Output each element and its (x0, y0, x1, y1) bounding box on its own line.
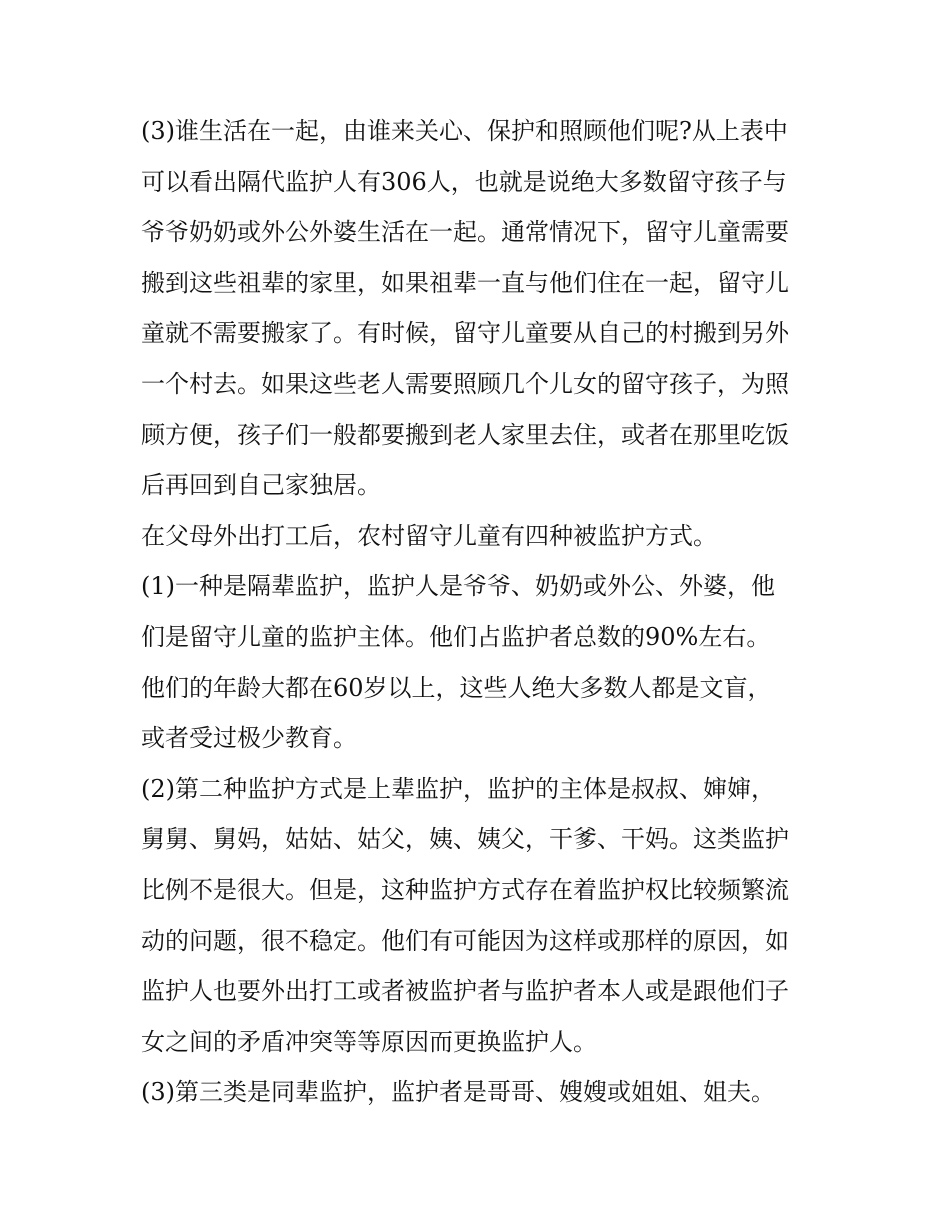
text-line: 舅舅、舅妈，姑姑、姑父，姨、姨父，干爹、干妈。这类监护 (141, 825, 789, 854)
text-line: 他们的年龄大都在60岁以上，这些人绝大多数人都是文盲， (141, 673, 772, 702)
text-line: 后再回到自己家独居。 (141, 471, 381, 500)
text-line: 一个村去。如果这些老人需要照顾几个儿女的留守孩子，为照 (141, 369, 789, 398)
text-line: (3)第三类是同辈监护，监护者是哥哥、嫂嫂或姐姐、姐夫。 (141, 1078, 775, 1107)
text-line: 爷爷奶奶或外公外婆生活在一起。通常情况下，留守儿童需要 (141, 218, 789, 247)
text-line: 们是留守儿童的监护主体。他们占监护者总数的90%左右。 (141, 622, 771, 651)
text-line: 女之间的矛盾冲突等等原因而更换监护人。 (141, 1027, 597, 1056)
text-line: 在父母外出打工后，农村留守儿童有四种被监护方式。 (141, 521, 717, 550)
text-line: 或者受过极少教育。 (141, 724, 357, 753)
text-line: 可以看出隔代监护人有306人，也就是说绝大多数留守孩子与 (141, 167, 787, 196)
text-line: 搬到这些祖辈的家里，如果祖辈一直与他们住在一起，留守儿 (141, 268, 789, 297)
text-line: 监护人也要外出打工或者被监护者与监护者本人或是跟他们子 (141, 977, 789, 1006)
text-line: 动的问题，很不稳定。他们有可能因为这样或那样的原因，如 (141, 926, 789, 955)
text-line: 比例不是很大。但是，这种监护方式存在着监护权比较频繁流 (141, 875, 789, 904)
text-line: (1)一种是隔辈监护，监护人是爷爷、奶奶或外公、外婆，他 (141, 572, 775, 601)
text-line: (3)谁生活在一起，由谁来关心、保护和照顾他们呢?从上表中 (141, 117, 788, 145)
text-line: 童就不需要搬家了。有时候，留守儿童要从自己的村搬到另外 (141, 319, 789, 348)
text-line: (2)第二种监护方式是上辈监护，监护的主体是叔叔、婶婶， (141, 774, 775, 803)
text-line: 顾方便，孩子们一般都要搬到老人家里去住，或者在那里吃饭 (141, 420, 789, 449)
body-text (141, 106, 821, 1118)
